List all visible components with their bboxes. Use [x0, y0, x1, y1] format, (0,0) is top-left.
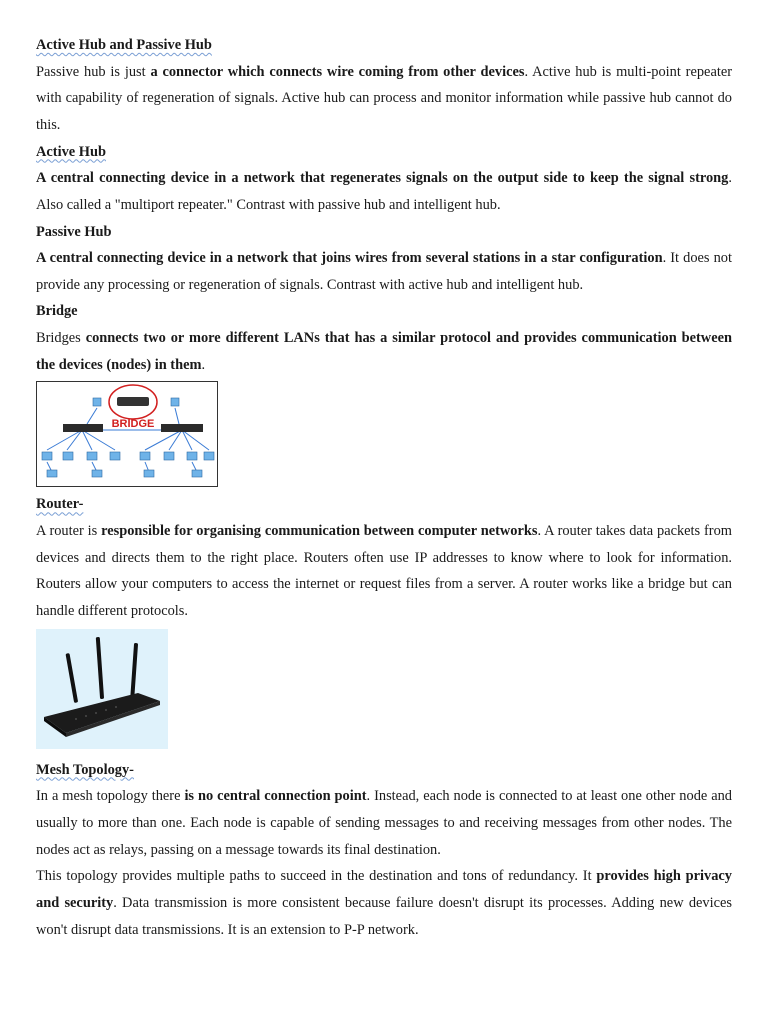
heading-mesh-topology: Mesh Topology- [36, 761, 134, 778]
paragraph-mesh-1: In a mesh topology there is no central connection point. Instead, each node is connected to at least one other node and usually to more than one. Each node is capable of sending messages to and receiving messages from other nodes. The nodes act as relays, passing on a message towards its final destination. [36, 788, 733, 858]
paragraph-mesh-2: This topology provides multiple paths to succeed in the destination and tons of redundancy. It provides high privacy and security. Data transmission is more consistent because failure doesn't disrupt its processes. Adding new devices won't disrupt data transmissions. It is an extension to P-P network. [36, 868, 732, 938]
paragraph-bridge: Bridges connects two or more different LANs that has a similar protocol and provides communication between the devices (nodes) in them. [36, 329, 732, 373]
document-body [36, 32, 732, 943]
heading-passive-hub: Passive Hub [36, 223, 112, 240]
paragraph-hub-intro: Passive hub is just a connector which connects wire coming from other devices. Active hub is multi-point repeater with capability of regeneration of signals. Active hub can process and monitor information while passive hub cannot do this. [36, 63, 733, 133]
paragraph-active-hub: A central connecting device in a network that regenerates signals on the output side to keep the signal strong. Also called a "multiport repeater." Contrast with passive hub and intelligent hub. [36, 170, 732, 213]
heading-active-passive-hub: Active Hub and Passive Hub [36, 37, 212, 53]
heading-active-hub: Active Hub [36, 143, 106, 160]
bridge-diagram-image [36, 381, 218, 487]
heading-router: Router- [36, 496, 84, 513]
paragraph-router: A router is responsible for organising communication between computer networks. A router takes data packets from devices and directs them to the right place. Routers often use IP addresses to know where to look for information. Routers allow your computers to access the internet or request files from a server. A router works like a bridge but can handle different protocols. [36, 522, 732, 619]
paragraph-passive-hub: A central connecting device in a network that joins wires from several stations in a star configuration. It does not provide any processing or regeneration of signals. Contrast with active hub and intelligent hub. [36, 250, 732, 293]
heading-bridge: Bridge [36, 303, 78, 320]
bridge-label: BRIDGE [111, 418, 155, 431]
router-image [36, 629, 168, 749]
